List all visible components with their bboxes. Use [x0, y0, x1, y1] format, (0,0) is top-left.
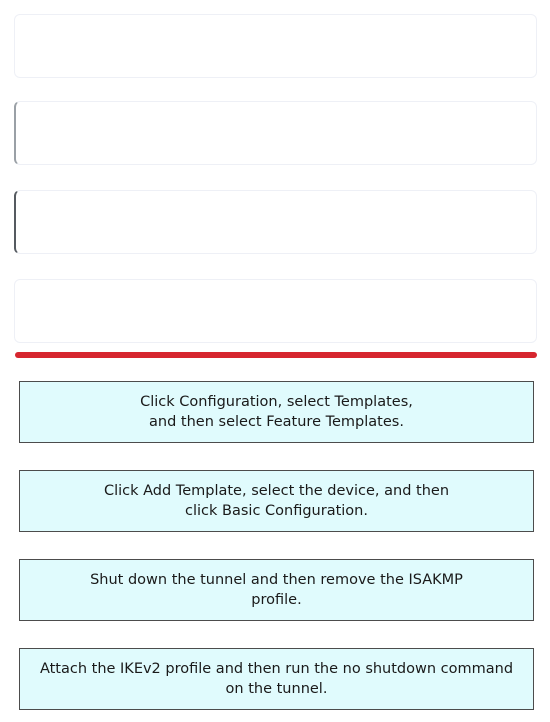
draggable-option-3[interactable]	[19, 559, 534, 621]
draggable-option-2[interactable]	[19, 470, 534, 532]
section-divider	[15, 352, 537, 358]
option-label: Click Add Template, select the device, and then click Basic Configuration.	[103, 483, 450, 519]
drop-target-4[interactable]	[14, 279, 537, 343]
drop-target-3[interactable]	[14, 190, 537, 254]
draggable-option-1[interactable]	[19, 381, 534, 443]
option-label: Attach the IKEv2 profile and then run the no shutdown command on the tunnel.	[39, 661, 514, 697]
option-label: Shut down the tunnel and then remove the ISAKMP profile.	[90, 572, 463, 608]
draggable-option-4[interactable]	[19, 648, 534, 710]
drop-target-1[interactable]	[14, 14, 537, 78]
drop-target-2[interactable]	[14, 101, 537, 165]
option-label: Click Configuration, select Templates, and then select Feature Templates.	[140, 394, 413, 430]
